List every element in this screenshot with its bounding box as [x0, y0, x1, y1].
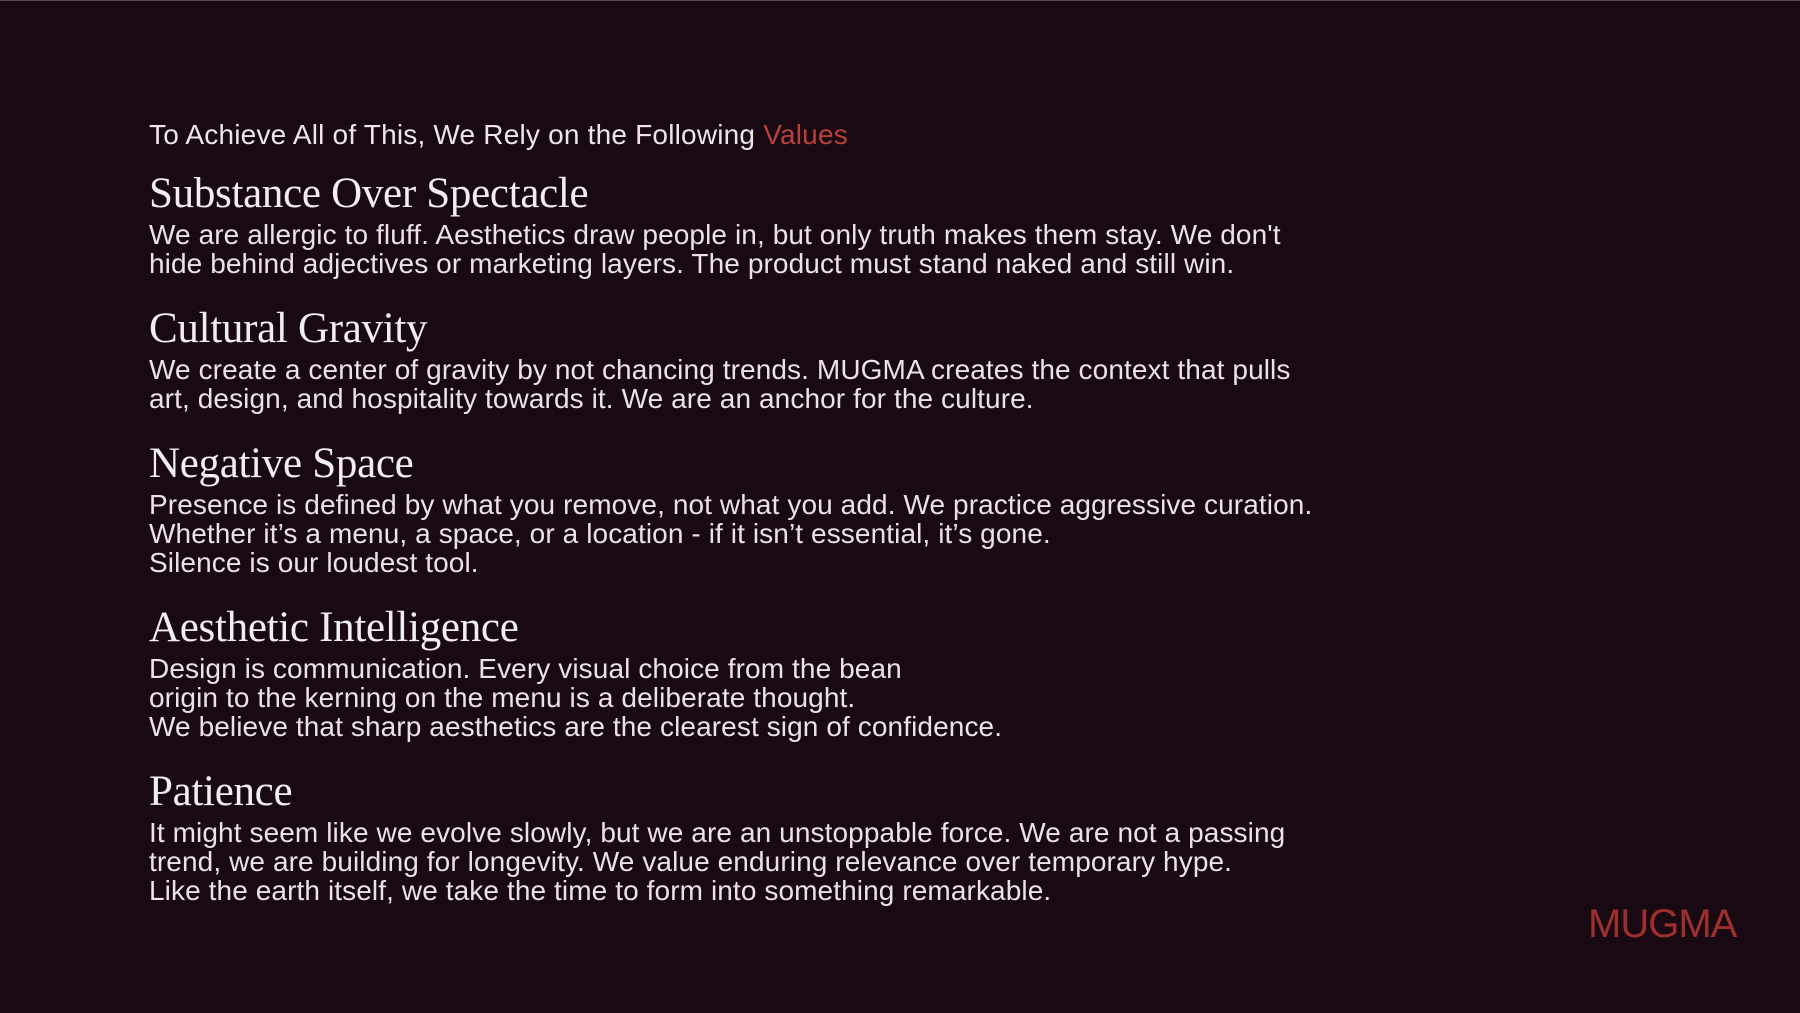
value-description-line: It might seem like we evolve slowly, but we are an unstoppable force. We are not a passing — [149, 817, 1286, 848]
value-title: Patience — [149, 768, 293, 815]
value-description-line: art, design, and hospitality towards it. We are an anchor for the culture. — [149, 383, 1034, 414]
value-description-line: trend, we are building for longevity. We value enduring relevance over temporary hype. — [149, 846, 1233, 877]
top-divider — [0, 0, 1800, 1]
values-section — [149, 116, 1399, 932]
value-title: Cultural Gravity — [149, 305, 428, 352]
intro-heading — [149, 116, 1399, 154]
value-description-line: We believe that sharp aesthetics are the clearest sign of confidence. — [149, 711, 1003, 742]
value-negative-space — [149, 440, 1399, 577]
value-description-line: Silence is our loudest tool. — [149, 547, 479, 578]
value-substance-over-spectacle — [149, 170, 1399, 278]
value-title: Substance Over Spectacle — [149, 170, 589, 217]
value-description-line: Presence is defined by what you remove, not what you add. We practice aggressive curation. — [149, 489, 1313, 520]
value-description-line: Whether it’s a menu, a space, or a location - if it isn’t essential, it’s gone. — [149, 518, 1051, 549]
value-cultural-gravity — [149, 305, 1399, 413]
value-description-line: Like the earth itself, we take the time to form into something remarkable. — [149, 875, 1052, 906]
value-description-line: We create a center of gravity by not chancing trends. MUGMA creates the context that pulls — [149, 354, 1291, 385]
value-description-line: Design is communication. Every visual choice from the bean — [149, 653, 902, 684]
value-description-line: origin to the kerning on the menu is a deliberate thought. — [149, 682, 856, 713]
intro-text: To Achieve All of This, We Rely on the Following — [149, 119, 764, 150]
value-title: Negative Space — [149, 440, 414, 487]
value-aesthetic-intelligence — [149, 604, 1399, 741]
value-title: Aesthetic Intelligence — [149, 604, 519, 651]
intro-accent-values: Values — [763, 119, 848, 150]
mugma-logo: MUGMA — [1588, 902, 1737, 946]
value-description-line: We are allergic to fluff. Aesthetics draw people in, but only truth makes them stay. We don't — [149, 219, 1281, 250]
value-description-line: hide behind adjectives or marketing layers. The product must stand naked and still win. — [149, 248, 1235, 279]
value-patience — [149, 768, 1399, 905]
